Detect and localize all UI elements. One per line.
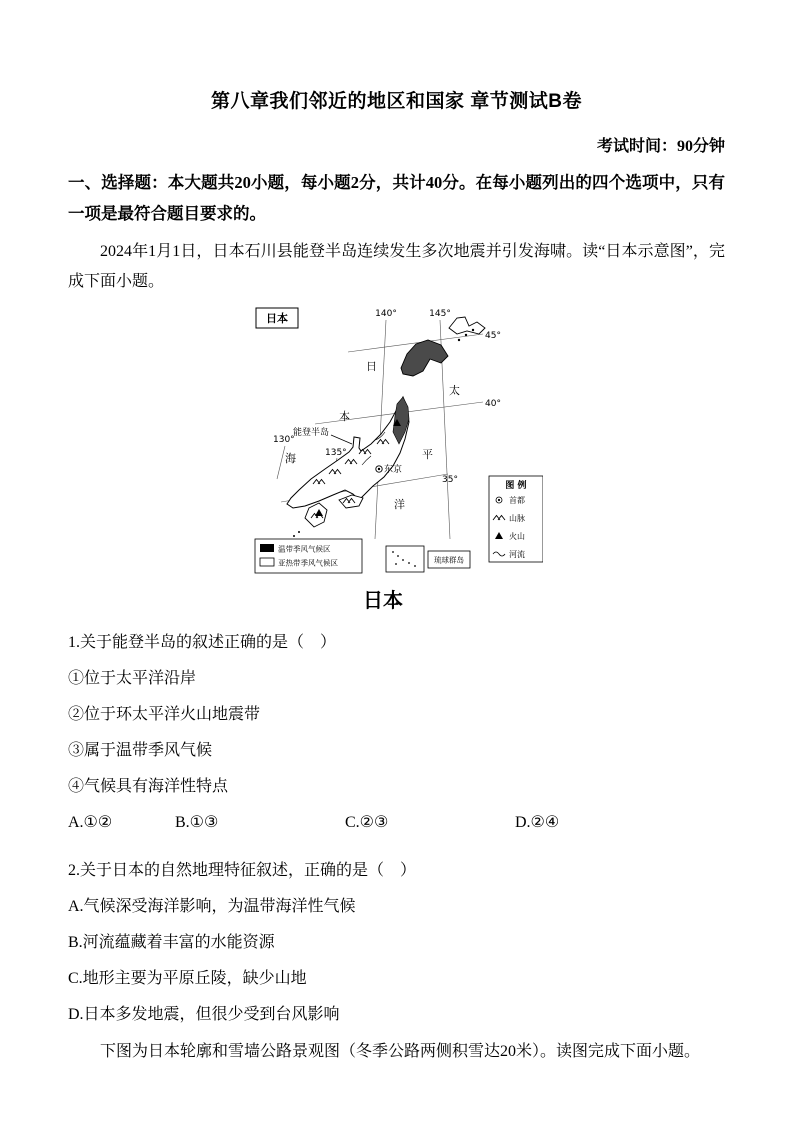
svg-text:洋: 洋 — [394, 498, 405, 512]
japan-map-figure — [253, 304, 553, 613]
hokkaido-shape — [401, 340, 448, 376]
page-title: 第八章我们邻近的地区和国家 章节测试B卷 — [210, 91, 582, 112]
question-2-option-d: D.日本多发地震，但很少受到台风影响 — [68, 1006, 340, 1024]
shikoku-shape — [339, 495, 363, 508]
question-1-item-4: ④气候具有海洋性特点 — [68, 778, 229, 796]
noto-callout — [293, 426, 352, 444]
climate-legend — [255, 539, 362, 573]
question-1-choice-c: C.②③ — [345, 814, 389, 832]
map-corner-label-box — [256, 308, 298, 328]
ryukyu-label: 琉球群岛 — [434, 555, 464, 565]
question-2-option-b: B.河流蕴藏着丰富的水能资源 — [68, 934, 275, 952]
legend-volcano-label: 火山 — [509, 532, 525, 542]
question-1-item-2: ②位于环太平洋火山地震带 — [68, 706, 261, 724]
tokyo-label: 东京 — [384, 465, 403, 476]
north-honshu-shaded — [393, 397, 409, 444]
climate-temperate-label: 温带季风气候区 — [278, 544, 331, 554]
lon-label-135: 135° — [325, 448, 347, 459]
legend-mountains-label: 山脉 — [509, 514, 525, 524]
svg-text:本: 本 — [339, 410, 350, 424]
legend-capital-label: 首都 — [509, 496, 525, 506]
noto-label: 能登半岛 — [293, 428, 330, 439]
question-1-stem: 1.关于能登半岛的叙述正确的是（ ） — [68, 634, 337, 652]
svg-text:海: 海 — [285, 452, 296, 466]
svg-text:日: 日 — [366, 360, 377, 374]
question-2-stem: 2.关于日本的自然地理特征叙述，正确的是（ ） — [68, 862, 417, 880]
climate-subtropical-label: 亚热带季风气候区 — [278, 558, 338, 568]
ryukyu-inset — [386, 546, 470, 572]
exam-time: 考试时间：90分钟 — [596, 138, 725, 155]
lon-label-140: 140° — [375, 309, 397, 320]
legend-river-label: 河流 — [509, 550, 525, 560]
section-1-header: 一、选择题：本大题共20小题，每小题2分，共计40分。在每小题列出的四个选项中，只有一项是最符合题目要求的。 — [68, 173, 725, 223]
lat-label-40: 40° — [485, 399, 501, 410]
map-legend — [489, 476, 543, 562]
svg-text:平: 平 — [422, 448, 433, 462]
question-1-choice-a: A.①② — [68, 814, 113, 832]
question-1-choice-b: B.①③ — [175, 814, 219, 832]
question-1-choices — [68, 805, 725, 841]
legend-title: 图 例 — [505, 481, 527, 492]
question-2-option-c: C.地形主要为平原丘陵，缺少山地 — [68, 970, 307, 988]
question-1-item-3: ③属于温带季风气候 — [68, 742, 213, 760]
map-caption: 日本 — [363, 590, 403, 613]
sakhalin-shape — [449, 317, 485, 334]
lon-label-130: 130° — [273, 435, 295, 446]
map-corner-label: 日本 — [266, 312, 288, 326]
question-group-intro: 2024年1月1日，日本石川县能登半岛连续发生多次地震并引发海啸。读“日本示意图”，完成下面小题。 — [68, 243, 725, 290]
lat-label-45: 45° — [485, 331, 501, 342]
next-question-intro: 下图为日本轮廓和雪墙公路景观图（冬季公路两侧积雪达20米）。读图完成下面小题。 — [100, 1043, 701, 1061]
question-2-option-a: A.气候深受海洋影响，为温带海洋性气候 — [68, 898, 356, 916]
question-1-choice-d: D.②④ — [515, 814, 560, 832]
svg-text:太: 太 — [449, 384, 460, 398]
lon-label-145: 145° — [429, 309, 451, 320]
lat-label-35: 35° — [442, 475, 458, 486]
question-1-item-1: ①位于太平洋沿岸 — [68, 670, 197, 688]
japan-map — [253, 304, 543, 575]
